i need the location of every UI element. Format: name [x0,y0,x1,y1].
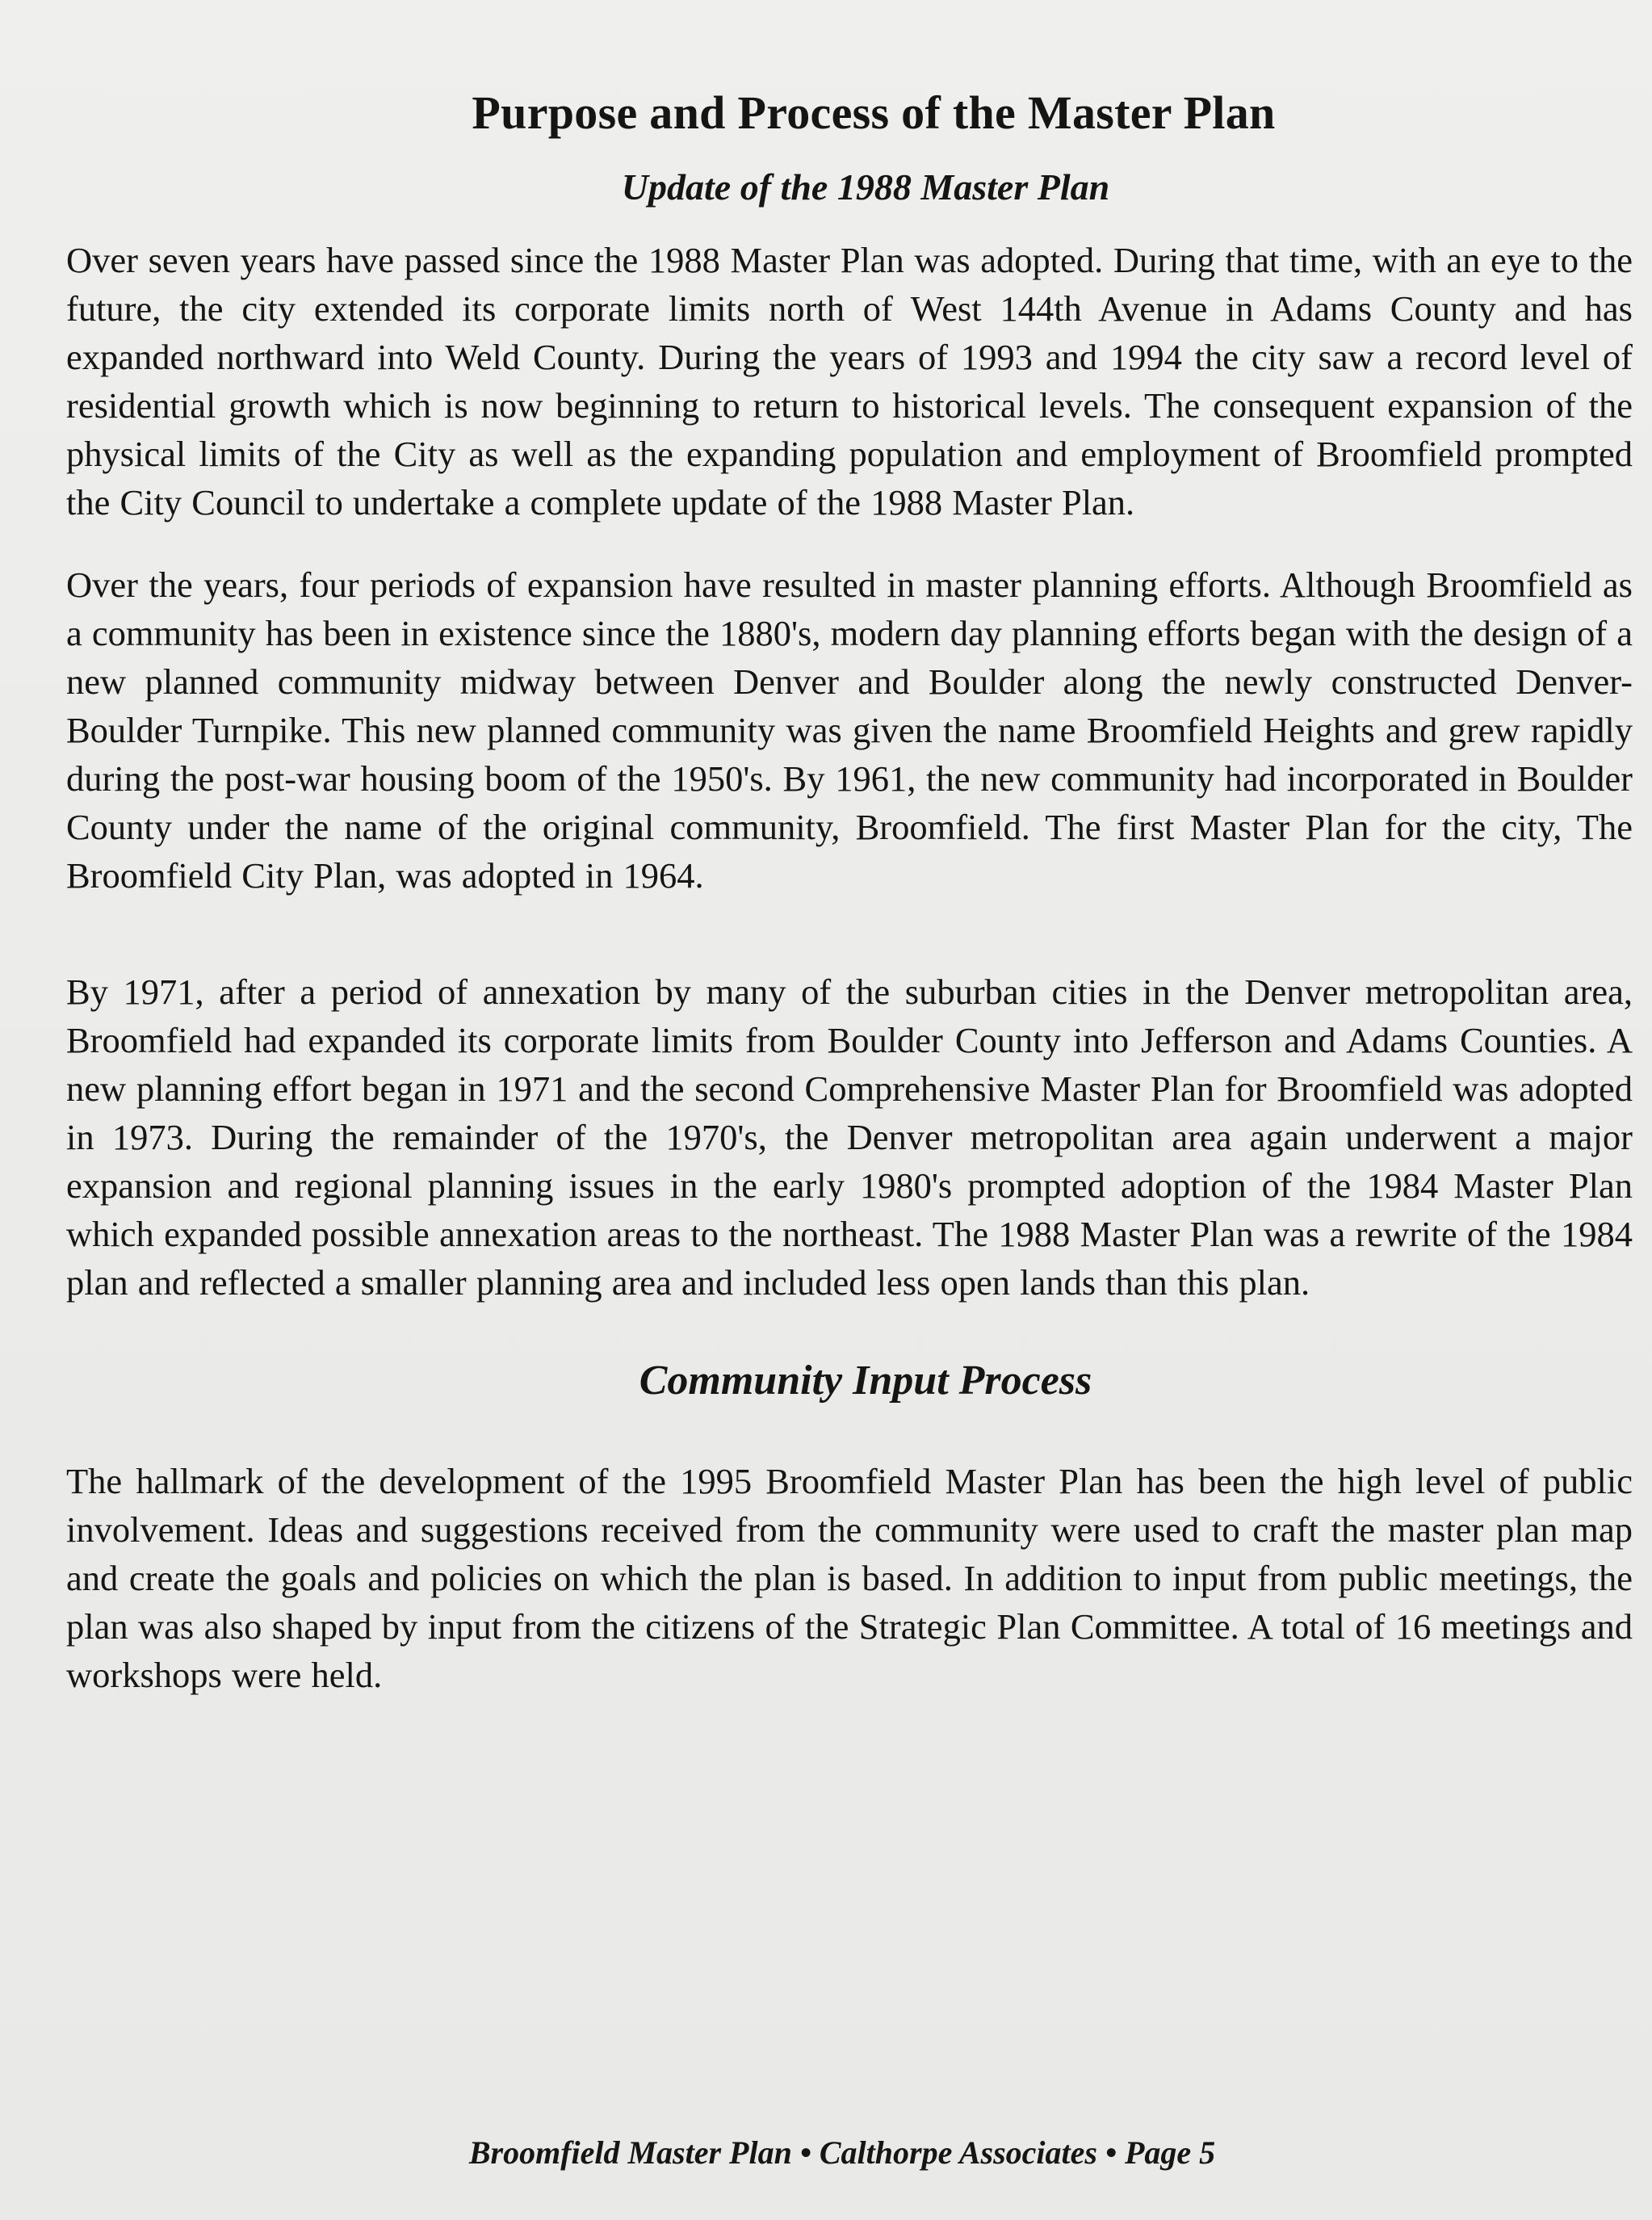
section-heading-update: Update of the 1988 Master Plan [621,166,1110,208]
page-content [66,81,1633,1699]
paragraph-3: By 1971, after a period of annexation by many of the suburban cities in the Denver metropolitan area, Broomfield had expanded its corporate limits from Boulder County into Jefferson and Adams Counties. A new planning effort began in 1971 and the second Comprehensive Master Plan for Broomfield was adopted in 1973. During the remainder of the 1970's, the Denver metropolitan area again underwent a major expansion and regional planning issues in the early 1980's prompted adoption of the 1984 Master Plan which expanded possible annexation areas to the northeast. The 1988 Master Plan was a rewrite of the 1984 plan and reflected a smaller planning area and included less open lands than this plan. [66,972,1633,1303]
page-footer: Broomfield Master Plan • Calthorpe Associates • Page 5 [468,2134,1216,2171]
section-heading-community: Community Input Process [639,1358,1092,1404]
paragraph-1: Over seven years have passed since the 1988 Master Plan was adopted. During that time, with an eye to the future, the city extended its corporate limits north of West 144th Avenue in Adams County and has expanded northward into Weld County. During the years of 1993 and 1994 the city saw a record level of residential growth which is now beginning to return to historical levels. The consequent expansion of the physical limits of the City as well as the expanding population and employment of Broomfield prompted the City Council to undertake a complete update of the 1988 Master Plan. [66,240,1633,522]
page-title: Purpose and Process of the Master Plan [472,86,1276,139]
paragraph-2: Over the years, four periods of expansion have resulted in master planning efforts. Although Broomfield as a community has been in existence since the 1880's, modern day planning efforts began with the design of a new planned community midway between Denver and Boulder along the newly constructed Denver-Boulder Turnpike. This new planned community was given the name Broomfield Heights and grew rapidly during the post-war housing boom of the 1950's. By 1961, the new community had incorporated in Boulder County under the name of the original community, Broomfield. The first Master Plan for the city, The Broomfield City Plan, was adopted in 1964. [66,564,1633,896]
paragraph-4: The hallmark of the development of the 1995 Broomfield Master Plan has been the high level of public involvement. Ideas and suggestions received from the community were used to craft the master plan map and create the goals and policies on which the plan is based. In addition to input from public meetings, the plan was also shaped by input from the citizens of the Strategic Plan Committee. A total of 16 meetings and workshops were held. [66,1461,1633,1695]
